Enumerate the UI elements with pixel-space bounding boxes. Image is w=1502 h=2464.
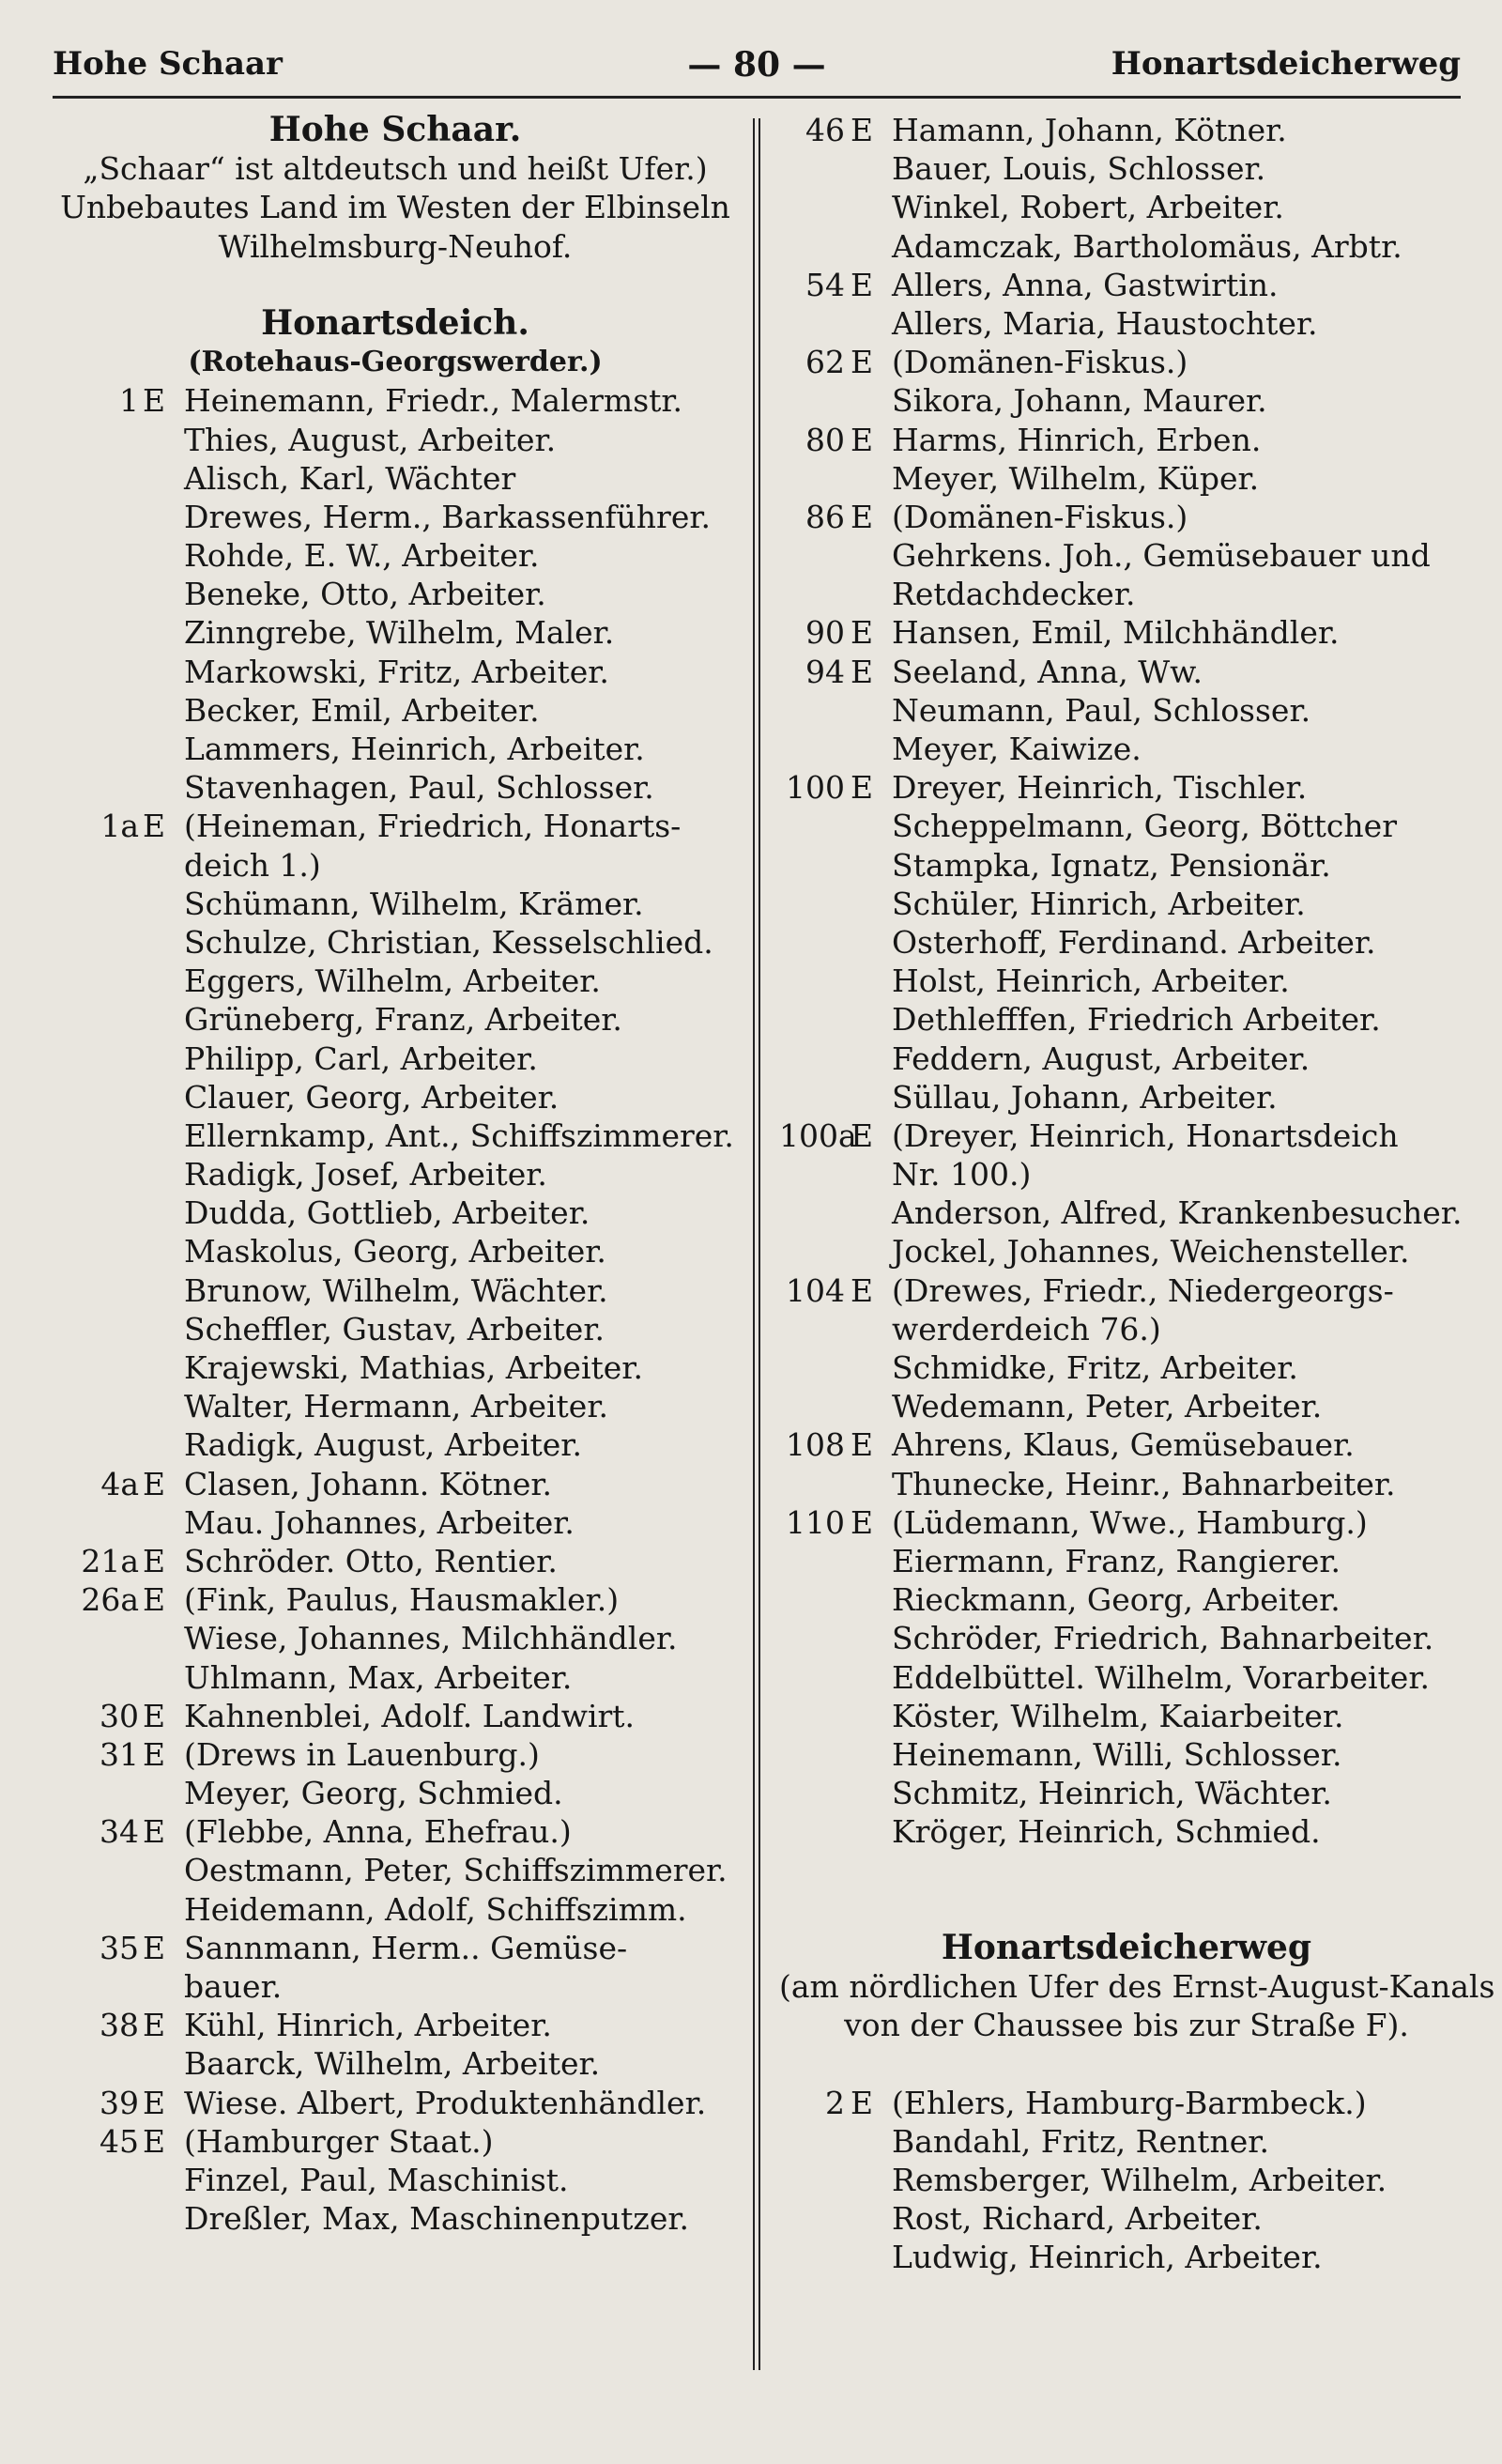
house-number: 1 <box>119 382 139 420</box>
owner-mark: E <box>851 112 874 148</box>
owner-mark: E <box>143 1581 166 1619</box>
house-number: 26a <box>81 1581 139 1619</box>
intro-line: Wilhelmsburg-Neuhof. <box>218 227 573 265</box>
resident-text: Schröder. Otto, Rentier. <box>184 1542 558 1579</box>
header-rule <box>53 96 1461 99</box>
resident-text: Kühl, Hinrich, Arbeiter. <box>184 2007 552 2044</box>
resident-text: Grüneberg, Franz, Arbeiter. <box>184 1001 622 1039</box>
house-number: 4a <box>100 1465 139 1502</box>
resident-text: Wedemann, Peter, Arbeiter. <box>892 1388 1323 1425</box>
entry-row <box>53 807 738 845</box>
entry-row <box>779 613 1474 652</box>
house-number: 45 <box>100 2122 139 2160</box>
entry-row <box>779 730 1474 768</box>
resident-text: (Dreyer, Heinrich, Honartsdeich <box>892 1116 1399 1154</box>
entry-row <box>779 1387 1474 1425</box>
entry-row <box>779 575 1474 613</box>
resident-text: Allers, Anna, Gastwirtin. <box>892 266 1279 303</box>
owner-mark: E <box>851 498 874 535</box>
resident-text: Hamann, Johann, Kötner. <box>892 112 1287 148</box>
resident-text: (Drews in Lauenburg.) <box>184 1735 540 1773</box>
owner-mark: E <box>851 1116 874 1154</box>
right-column <box>779 111 1495 2277</box>
resident-text: Scheppelmann, Georg, Böttcher <box>892 808 1397 845</box>
resident-text: Winkel, Robert, Arbeiter. <box>892 189 1284 226</box>
resident-text: Köster, Wilhelm, Kaiarbeiter. <box>892 1697 1344 1734</box>
resident-text: Heidemann, Adolf, Schiffszimm. <box>184 1890 687 1928</box>
entry-row <box>779 2161 1474 2199</box>
resident-text: (Domänen-Fiskus.) <box>892 498 1188 535</box>
resident-text: Uhlmann, Max, Arbeiter. <box>184 1658 573 1696</box>
entry-row <box>53 1078 738 1116</box>
entry-row <box>779 421 1474 459</box>
resident-text: Sannmann, Herm.. Gemüse- <box>184 1929 628 1966</box>
resident-text: Schümann, Wilhelm, Krämer. <box>184 885 644 922</box>
entry-row <box>53 1580 738 1619</box>
owner-mark: E <box>851 266 874 303</box>
house-number: 62 <box>805 344 845 381</box>
resident-text: Sikora, Johann, Maurer. <box>892 382 1267 420</box>
entry-row <box>779 1078 1474 1116</box>
entry-row <box>53 575 738 613</box>
resident-text: Heinemann, Willi, Schlosser. <box>892 1735 1342 1773</box>
resident-text: Ahrens, Klaus, Gemüsebauer. <box>892 1426 1355 1464</box>
resident-text: Adamczak, Bartholomäus, Arbtr. <box>892 227 1402 265</box>
resident-text: Dreyer, Heinrich, Tischler. <box>892 769 1308 807</box>
resident-text: werderdeich 76.) <box>892 1310 1161 1348</box>
intro-line: Unbebautes Land im Westen der Elbinseln <box>60 189 730 226</box>
entry-row <box>779 1194 1474 1232</box>
resident-text: Schmidke, Fritz, Arbeiter. <box>892 1349 1298 1386</box>
entry-row <box>779 188 1474 226</box>
entry-row <box>53 421 738 459</box>
house-number: 54 <box>805 266 845 303</box>
entry-row <box>779 923 1474 962</box>
entry-row <box>779 227 1474 266</box>
entry-row <box>779 1465 1474 1503</box>
entry-row <box>779 768 1474 807</box>
entry-row <box>53 2161 738 2199</box>
entry-row <box>53 459 738 498</box>
entry-row <box>779 1425 1474 1464</box>
resident-text: Osterhoff, Ferdinand. Arbeiter. <box>892 923 1376 961</box>
entry-row <box>779 2084 1474 2122</box>
resident-text: (Domänen-Fiskus.) <box>892 344 1188 381</box>
entry-row <box>779 1774 1474 1812</box>
resident-text: Harms, Hinrich, Erben. <box>892 421 1262 458</box>
resident-text: Lammers, Heinrich, Arbeiter. <box>184 731 645 767</box>
page-header <box>53 45 1461 101</box>
entry-row <box>53 962 738 1000</box>
resident-text: Hansen, Emil, Milchhändler. <box>892 614 1340 652</box>
entry-row <box>779 691 1474 730</box>
left-column <box>53 111 738 2238</box>
owner-mark: E <box>851 421 874 458</box>
resident-text: Drewes, Herm., Barkassenführer. <box>184 498 711 535</box>
resident-text: Süllau, Johann, Arbeiter. <box>892 1078 1278 1116</box>
house-number: 30 <box>100 1697 139 1734</box>
entry-row <box>779 1348 1474 1387</box>
resident-text: Mau. Johannes, Arbeiter. <box>184 1503 575 1541</box>
entry-row <box>779 962 1474 1000</box>
resident-text: (Fink, Paulus, Hausmakler.) <box>184 1581 620 1619</box>
resident-text: Rohde, E. W., Arbeiter. <box>184 537 540 575</box>
resident-text: Alisch, Karl, Wächter <box>184 459 516 497</box>
entry-row <box>53 1929 738 1967</box>
resident-text: Schröder, Friedrich, Bahnarbeiter. <box>892 1620 1434 1657</box>
entry-row <box>53 1387 738 1425</box>
entry-row <box>53 1425 738 1464</box>
entry-row <box>779 1116 1474 1155</box>
entry-row <box>779 1619 1474 1657</box>
entry-row <box>53 2199 738 2238</box>
entry-row <box>53 2084 738 2122</box>
resident-text: Schulze, Christian, Kesselschlied. <box>184 923 713 961</box>
resident-text: Bandahl, Fritz, Rentner. <box>892 2122 1269 2160</box>
house-number: 100 <box>786 769 845 807</box>
entry-row <box>53 768 738 807</box>
entry-row <box>53 730 738 768</box>
resident-text: Holst, Heinrich, Arbeiter. <box>892 962 1290 1000</box>
resident-text: Clauer, Georg, Arbeiter. <box>184 1078 559 1116</box>
entry-row <box>53 2122 738 2161</box>
entry-row <box>779 343 1474 381</box>
resident-text: (Heineman, Friedrich, Honarts- <box>184 808 682 845</box>
entry-row <box>53 381 738 420</box>
spacer <box>779 2044 1474 2083</box>
resident-text: Philipp, Carl, Arbeiter. <box>184 1040 538 1077</box>
intro-line: „Schaar“ ist altdeutsch und heißt Ufer.) <box>83 150 708 188</box>
owner-mark: E <box>851 653 874 690</box>
owner-mark: E <box>143 1813 166 1851</box>
header-left-title: Hohe Schaar <box>53 45 283 83</box>
resident-text: Jockel, Johannes, Weichensteller. <box>892 1233 1410 1270</box>
resident-text: Dethlefffen, Friedrich Arbeiter. <box>892 1001 1381 1039</box>
house-number: 108 <box>786 1426 845 1464</box>
entry-row <box>779 304 1474 343</box>
entry-row <box>53 1348 738 1387</box>
resident-text: Clasen, Johann. Kötner. <box>184 1465 553 1502</box>
entry-row <box>53 1774 738 1812</box>
resident-text: Neumann, Paul, Schlosser. <box>892 691 1311 729</box>
owner-mark: E <box>143 1542 166 1579</box>
house-number: 80 <box>805 421 845 458</box>
resident-text: Anderson, Alfred, Krankenbesucher. <box>892 1194 1463 1232</box>
house-number: 100a <box>779 1116 857 1154</box>
entry-row <box>53 1271 738 1310</box>
entry-row <box>779 1697 1474 1735</box>
entry-row <box>53 653 738 691</box>
entry-row <box>53 1967 738 2006</box>
entry-row <box>53 613 738 652</box>
entry-row <box>53 1697 738 1735</box>
resident-text: Meyer, Georg, Schmied. <box>184 1775 563 1812</box>
house-number: 39 <box>100 2084 139 2121</box>
entry-row <box>779 498 1474 536</box>
resident-text: Stavenhagen, Paul, Schlosser. <box>184 769 654 807</box>
entry-row <box>53 536 738 575</box>
entry-row <box>53 1658 738 1697</box>
entry-row <box>779 1812 1474 1851</box>
resident-text: Brunow, Wilhelm, Wächter. <box>184 1271 608 1309</box>
resident-text: Seeland, Anna, Ww. <box>892 653 1203 690</box>
resident-text: Heinemann, Friedr., Malermstr. <box>184 382 683 420</box>
owner-mark: E <box>143 1929 166 1966</box>
entry-row <box>779 381 1474 420</box>
resident-text: Wiese. Albert, Produktenhändler. <box>184 2084 707 2121</box>
entry-row <box>779 1735 1474 1774</box>
owner-mark: E <box>143 2084 166 2121</box>
entry-row <box>779 1000 1474 1039</box>
resident-text: (Lüdemann, Wwe., Hamburg.) <box>892 1503 1368 1541</box>
spacer <box>779 1851 1474 1928</box>
entry-row <box>779 1658 1474 1697</box>
entry-row <box>779 149 1474 188</box>
owner-mark: E <box>851 769 874 807</box>
house-number: 21a <box>81 1542 139 1579</box>
house-number: 104 <box>786 1271 845 1309</box>
resident-text: Radigk, Josef, Arbeiter. <box>184 1156 547 1194</box>
owner-mark: E <box>143 2122 166 2160</box>
resident-text: Becker, Emil, Arbeiter. <box>184 691 540 729</box>
resident-text: deich 1.) <box>184 846 321 884</box>
house-number: 2 <box>825 2084 845 2121</box>
entry-row <box>779 2238 1474 2276</box>
owner-mark: E <box>143 1697 166 1734</box>
resident-text: (Flebbe, Anna, Ehefrau.) <box>184 1813 572 1851</box>
resident-text: Rieckmann, Georg, Arbeiter. <box>892 1581 1341 1619</box>
resident-text: Dreßler, Max, Maschinenputzer. <box>184 2200 689 2238</box>
page-number: — 80 — <box>687 45 826 85</box>
entry-row <box>779 2122 1474 2161</box>
entry-row <box>53 1735 738 1774</box>
resident-text: Eddelbüttel. Wilhelm, Vorarbeiter. <box>892 1658 1430 1696</box>
street-subtitle: (am nördlichen Ufer des Ernst-August-Kanals <box>779 1968 1495 2006</box>
resident-text: Dudda, Gottlieb, Arbeiter. <box>184 1194 590 1232</box>
resident-text: Eggers, Wilhelm, Arbeiter. <box>184 962 601 1000</box>
resident-text: (Hamburger Staat.) <box>184 2122 494 2160</box>
owner-mark: E <box>143 1735 166 1773</box>
resident-text: Remsberger, Wilhelm, Arbeiter. <box>892 2161 1387 2198</box>
owner-mark: E <box>851 614 874 652</box>
resident-text: Kröger, Heinrich, Schmied. <box>892 1813 1321 1851</box>
owner-mark: E <box>143 808 166 845</box>
house-number: 94 <box>805 653 845 690</box>
entry-row <box>779 1310 1474 1348</box>
column-divider <box>753 118 760 2370</box>
resident-text: Stampka, Ignatz, Pensionär. <box>892 846 1331 884</box>
resident-text: Scheffler, Gustav, Arbeiter. <box>184 1310 605 1348</box>
entry-row <box>53 1040 738 1078</box>
entry-list <box>779 111 1474 1851</box>
resident-text: Kahnenblei, Adolf. Landwirt. <box>184 1697 636 1734</box>
street-title: Honartsdeich. <box>261 302 529 343</box>
owner-mark: E <box>851 2084 874 2121</box>
entry-row <box>53 1465 738 1503</box>
entry-list <box>53 381 738 2238</box>
resident-text: Walter, Hermann, Arbeiter. <box>184 1388 608 1425</box>
entry-row <box>53 1503 738 1542</box>
entry-row <box>779 1580 1474 1619</box>
entry-row <box>779 1542 1474 1580</box>
entry-row <box>53 1194 738 1232</box>
entry-row <box>53 2006 738 2044</box>
resident-text: Meyer, Kaiwize. <box>892 731 1142 767</box>
street-subtitle: von der Chaussee bis zur Straße F). <box>844 2007 1409 2044</box>
owner-mark: E <box>143 1465 166 1502</box>
entry-row <box>779 807 1474 845</box>
resident-text: Baarck, Wilhelm, Arbeiter. <box>184 2045 601 2083</box>
owner-mark: E <box>851 344 874 381</box>
resident-text: Retdachdecker. <box>892 576 1136 613</box>
entry-row <box>53 1000 738 1039</box>
entry-row <box>779 885 1474 923</box>
resident-text: Ludwig, Heinrich, Arbeiter. <box>892 2239 1323 2276</box>
resident-text: Radigk, August, Arbeiter. <box>184 1426 582 1464</box>
house-number: 34 <box>100 1813 139 1851</box>
entry-row <box>53 1116 738 1155</box>
resident-text: Maskolus, Georg, Arbeiter. <box>184 1233 606 1270</box>
entry-row <box>779 1503 1474 1542</box>
entry-row <box>53 1890 738 1929</box>
entry-list <box>779 2084 1474 2277</box>
resident-text: Thies, August, Arbeiter. <box>184 421 557 458</box>
resident-text: Bauer, Louis, Schlosser. <box>892 150 1266 188</box>
house-number: 1a <box>100 808 139 845</box>
resident-text: Oestmann, Peter, Schiffszimmerer. <box>184 1852 728 1889</box>
entry-row <box>53 1812 738 1851</box>
entry-row <box>779 459 1474 498</box>
resident-text: Eiermann, Franz, Rangierer. <box>892 1542 1341 1579</box>
entry-row <box>779 846 1474 885</box>
entry-row <box>779 2199 1474 2238</box>
house-number: 38 <box>100 2007 139 2044</box>
entry-row <box>779 266 1474 304</box>
entry-row <box>779 111 1474 149</box>
entry-row <box>53 1619 738 1657</box>
resident-text: Zinngrebe, Wilhelm, Maler. <box>184 614 615 652</box>
house-number: 46 <box>805 112 845 148</box>
entry-row <box>53 1232 738 1270</box>
entry-row <box>779 1271 1474 1310</box>
owner-mark: E <box>851 1503 874 1541</box>
resident-text: (Ehlers, Hamburg-Barmbeck.) <box>892 2084 1367 2121</box>
street-subtitle: (Rotehaus-Georgswerder.) <box>188 346 603 379</box>
entry-row <box>53 691 738 730</box>
resident-text: Meyer, Wilhelm, Küper. <box>892 459 1260 497</box>
resident-text: Allers, Maria, Haustochter. <box>892 304 1318 342</box>
owner-mark: E <box>143 382 166 420</box>
entry-row <box>779 536 1474 575</box>
resident-text: Finzel, Paul, Maschinist. <box>184 2161 569 2198</box>
entry-row <box>53 923 738 962</box>
resident-text: Thunecke, Heinr., Bahnarbeiter. <box>892 1465 1396 1502</box>
entry-row <box>53 846 738 885</box>
house-number: 90 <box>805 614 845 652</box>
section-title: Hohe Schaar. <box>268 110 522 149</box>
owner-mark: E <box>851 1271 874 1309</box>
resident-text: Rost, Richard, Arbeiter. <box>892 2200 1263 2238</box>
entry-row <box>53 2044 738 2083</box>
resident-text: bauer. <box>184 1968 283 2005</box>
entry-row <box>53 1155 738 1194</box>
house-number: 86 <box>805 498 845 535</box>
spacer <box>53 266 738 304</box>
entry-row <box>53 1542 738 1580</box>
resident-text: Nr. 100.) <box>892 1156 1032 1194</box>
entry-row <box>53 1310 738 1348</box>
house-number: 35 <box>100 1929 139 1966</box>
entry-row <box>53 1851 738 1889</box>
resident-text: Markowski, Fritz, Arbeiter. <box>184 653 609 690</box>
entry-row <box>779 1040 1474 1078</box>
resident-text: Beneke, Otto, Arbeiter. <box>184 576 546 613</box>
entry-row <box>53 498 738 536</box>
resident-text: Feddern, August, Arbeiter. <box>892 1040 1310 1077</box>
street-title: Honartsdeicherweg <box>941 1927 1312 1967</box>
resident-text: (Drewes, Friedr., Niedergeorgs- <box>892 1271 1394 1309</box>
resident-text: Gehrkens. Joh., Gemüsebauer und <box>892 537 1431 575</box>
owner-mark: E <box>851 1426 874 1464</box>
resident-text: Wiese, Johannes, Milchhändler. <box>184 1620 678 1657</box>
resident-text: Schmitz, Heinrich, Wächter. <box>892 1775 1332 1812</box>
house-number: 31 <box>100 1735 139 1773</box>
entry-row <box>779 1155 1474 1194</box>
entry-row <box>53 885 738 923</box>
entry-row <box>779 653 1474 691</box>
header-right-title: Honartsdeicherweg <box>1111 45 1461 83</box>
resident-text: Ellernkamp, Ant., Schiffszimmerer. <box>184 1116 734 1154</box>
owner-mark: E <box>143 2007 166 2044</box>
resident-text: Krajewski, Mathias, Arbeiter. <box>184 1349 643 1386</box>
entry-row <box>779 1232 1474 1270</box>
resident-text: Schüler, Hinrich, Arbeiter. <box>892 885 1306 922</box>
house-number: 110 <box>786 1503 845 1541</box>
